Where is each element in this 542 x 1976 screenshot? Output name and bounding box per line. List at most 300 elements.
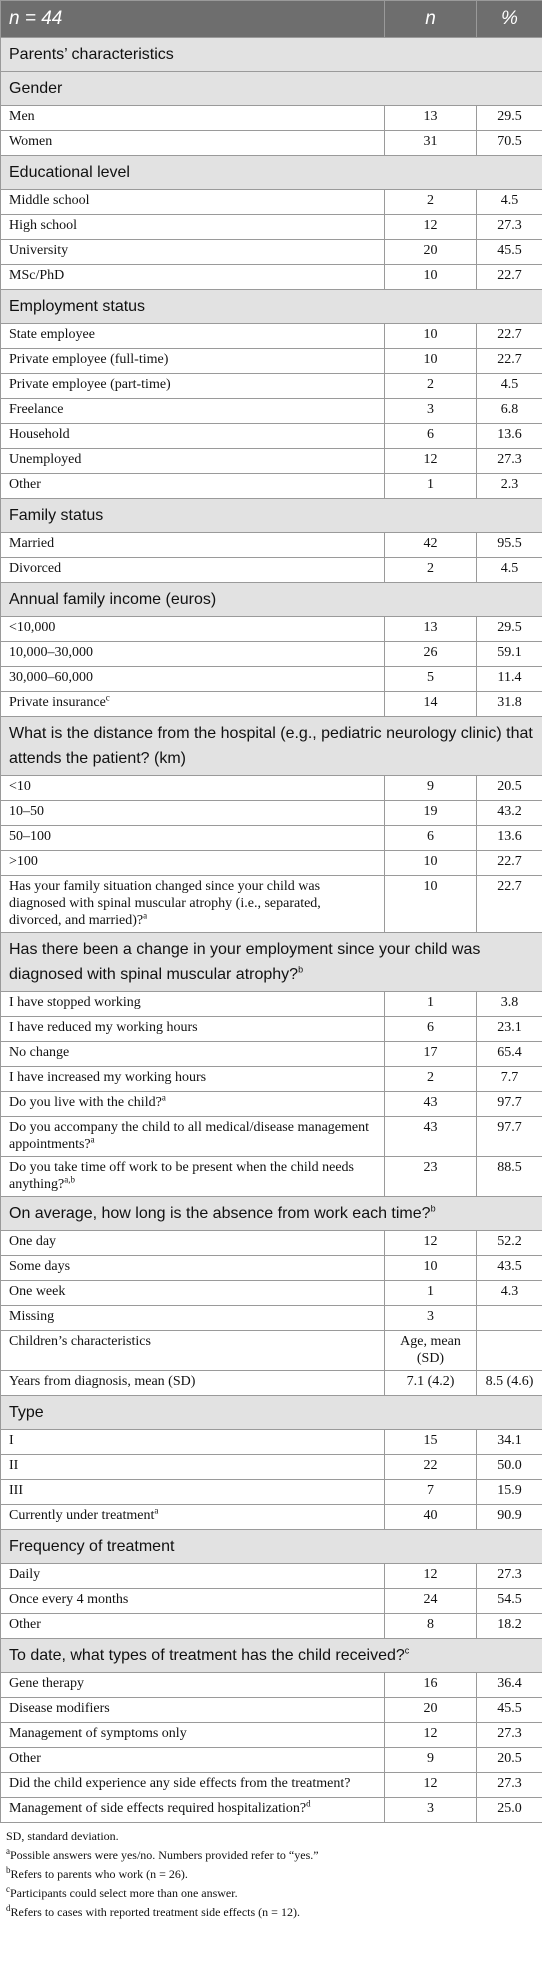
row-label	[1, 1798, 385, 1823]
count-cell: 14	[385, 692, 477, 717]
percent-cell: 7.7	[477, 1067, 542, 1092]
row-label	[1, 215, 385, 240]
row-label	[1, 106, 385, 131]
table-row	[1, 1256, 542, 1281]
row-label	[1, 399, 385, 424]
count-cell: 20	[385, 240, 477, 265]
count-cell: 6	[385, 1017, 477, 1042]
footnote-marker: a,b	[64, 1174, 75, 1185]
row-label	[1, 240, 385, 265]
row-label-text: MSc/PhD	[9, 268, 65, 283]
count-cell: 40	[385, 1505, 477, 1530]
count-cell: 15	[385, 1430, 477, 1455]
row-label	[1, 1157, 385, 1197]
count-cell: 12	[385, 1231, 477, 1256]
percent-cell: 11.4	[477, 667, 542, 692]
count-cell: 19	[385, 801, 477, 826]
footnote	[6, 1884, 536, 1903]
row-label	[1, 617, 385, 642]
footnote-letter: b	[6, 1865, 11, 1875]
row-label-text: Some days	[9, 1259, 71, 1274]
section-title	[1, 1639, 542, 1673]
percent-cell: 34.1	[477, 1430, 542, 1455]
count-cell: 24	[385, 1589, 477, 1614]
percent-cell: 45.5	[477, 240, 542, 265]
row-label	[1, 1564, 385, 1589]
table-row	[1, 215, 542, 240]
row-label	[1, 533, 385, 558]
table-row	[1, 692, 542, 717]
row-label	[1, 1092, 385, 1117]
row-label	[1, 190, 385, 215]
section-header-row	[1, 290, 542, 324]
row-label-text: Management of side effects required hospitalization?	[9, 1801, 307, 1816]
table-row	[1, 1092, 542, 1117]
percent-cell: 6.8	[477, 399, 542, 424]
header-sample-size: n = 44	[1, 1, 385, 38]
row-label	[1, 1589, 385, 1614]
table-row	[1, 1773, 542, 1798]
count-cell: 3	[385, 1798, 477, 1823]
section-title	[1, 1197, 542, 1231]
row-label-text: Private employee (full-time)	[9, 352, 169, 367]
row-label-text: 50–100	[9, 829, 51, 844]
percent-cell: 27.3	[477, 215, 542, 240]
count-cell: 5	[385, 667, 477, 692]
count-cell: 2	[385, 558, 477, 583]
row-label-text: I have stopped working	[9, 995, 141, 1010]
count-cell: 43	[385, 1117, 477, 1157]
table-row	[1, 1067, 542, 1092]
section-title-text: Educational level	[9, 164, 130, 181]
row-label-text: Gene therapy	[9, 1676, 85, 1691]
row-label	[1, 374, 385, 399]
percent-cell: 43.2	[477, 801, 542, 826]
table-row	[1, 1331, 542, 1371]
table-row	[1, 533, 542, 558]
percent-cell: 13.6	[477, 826, 542, 851]
table-row	[1, 1723, 542, 1748]
count-cell: 10	[385, 851, 477, 876]
count-cell: 20	[385, 1698, 477, 1723]
row-label-text: Years from diagnosis, mean (SD)	[9, 1374, 196, 1389]
table-row	[1, 801, 542, 826]
table-row	[1, 1017, 542, 1042]
row-label-text: Daily	[9, 1567, 41, 1582]
percent-cell: 70.5	[477, 131, 542, 156]
count-cell: 1	[385, 1281, 477, 1306]
table-row	[1, 1281, 542, 1306]
row-label	[1, 265, 385, 290]
row-label-text: Other	[9, 1617, 41, 1632]
row-label-text: State employee	[9, 327, 95, 342]
table-row	[1, 240, 542, 265]
row-label-text: Other	[9, 477, 41, 492]
section-header-row	[1, 72, 542, 106]
row-label	[1, 1117, 385, 1157]
count-cell: 10	[385, 349, 477, 374]
footnote-marker: d	[306, 1798, 311, 1809]
table-row	[1, 1157, 542, 1197]
section-title-text: What is the distance from the hospital (e.g., pediatric neurology clinic) that attends the patient? (km)	[9, 725, 533, 767]
row-label	[1, 324, 385, 349]
row-label-text: I	[9, 1433, 14, 1448]
footnote	[6, 1846, 536, 1865]
percent-cell: 25.0	[477, 1798, 542, 1823]
row-label-text: 30,000–60,000	[9, 670, 93, 685]
section-title	[1, 156, 542, 190]
percent-cell: 23.1	[477, 1017, 542, 1042]
section-header-row	[1, 717, 542, 776]
row-label	[1, 1067, 385, 1092]
row-label-text: >100	[9, 854, 38, 869]
percent-cell: 95.5	[477, 533, 542, 558]
footnote-marker: a	[143, 910, 148, 921]
count-cell: 8	[385, 1614, 477, 1639]
count-cell: 2	[385, 1067, 477, 1092]
row-label-text: Has your family situation changed since your child was diagnosed with spinal muscular atrophy (i.e., separated, divorced, and married)?	[9, 879, 321, 928]
count-cell: 1	[385, 474, 477, 499]
table-row	[1, 992, 542, 1017]
count-cell: 2	[385, 190, 477, 215]
row-label-text: Women	[9, 134, 53, 149]
percent-cell: 29.5	[477, 617, 542, 642]
footnote-marker: b	[298, 964, 304, 975]
count-cell: 22	[385, 1455, 477, 1480]
count-cell: 10	[385, 265, 477, 290]
percent-cell: 22.7	[477, 324, 542, 349]
footnote-marker: c	[404, 1645, 410, 1656]
section-title	[1, 1530, 542, 1564]
section-header-row	[1, 1639, 542, 1673]
section-title	[1, 933, 542, 992]
row-label	[1, 992, 385, 1017]
table-row	[1, 449, 542, 474]
count-cell: 12	[385, 1773, 477, 1798]
row-label	[1, 1773, 385, 1798]
percent-cell: 4.5	[477, 558, 542, 583]
row-label-text: <10	[9, 779, 31, 794]
row-label-text: One week	[9, 1284, 66, 1299]
percent-cell: 36.4	[477, 1673, 542, 1698]
section-title-text: Employment status	[9, 298, 146, 315]
footnote-text: Participants could select more than one answer.	[10, 1886, 238, 1900]
count-cell: 6	[385, 826, 477, 851]
table-row	[1, 1480, 542, 1505]
row-label	[1, 1455, 385, 1480]
row-label-text: High school	[9, 218, 78, 233]
count-cell: 10	[385, 876, 477, 933]
section-title-text: Family status	[9, 507, 104, 524]
percent-cell: 27.3	[477, 449, 542, 474]
percent-cell: 22.7	[477, 876, 542, 933]
footnote	[6, 1827, 536, 1846]
percent-cell: 54.5	[477, 1589, 542, 1614]
row-label-text: Do you accompany the child to all medical/disease management appointments?	[9, 1120, 369, 1152]
table-row	[1, 826, 542, 851]
section-header-row	[1, 1530, 542, 1564]
count-cell: 17	[385, 1042, 477, 1067]
percent-cell	[477, 1331, 542, 1371]
table-row	[1, 558, 542, 583]
section-title	[1, 72, 542, 106]
table-row	[1, 474, 542, 499]
footnote-text: Refers to parents who work (n = 26).	[10, 1867, 188, 1881]
section-title-text: Frequency of treatment	[9, 1538, 175, 1555]
count-cell: Age, mean (SD)	[385, 1331, 477, 1371]
count-cell: 31	[385, 131, 477, 156]
row-label	[1, 692, 385, 717]
row-label	[1, 642, 385, 667]
row-label	[1, 349, 385, 374]
table-row	[1, 106, 542, 131]
percent-cell: 4.5	[477, 190, 542, 215]
percent-cell: 20.5	[477, 776, 542, 801]
section-title-text: Parents’ characteristics	[9, 46, 174, 63]
row-label	[1, 667, 385, 692]
section-title-text: To date, what types of treatment has the child received?	[9, 1647, 405, 1664]
footnote-letter: a	[6, 1846, 10, 1856]
row-label	[1, 1371, 385, 1396]
count-cell: 9	[385, 776, 477, 801]
section-title	[1, 290, 542, 324]
count-cell: 42	[385, 533, 477, 558]
table-row	[1, 851, 542, 876]
table-row	[1, 1231, 542, 1256]
count-cell: 23	[385, 1157, 477, 1197]
table-row	[1, 1798, 542, 1823]
row-label	[1, 1430, 385, 1455]
percent-cell: 8.5 (4.6)	[477, 1371, 542, 1396]
footnote-text: SD, standard deviation.	[6, 1829, 119, 1843]
percent-cell: 15.9	[477, 1480, 542, 1505]
row-label	[1, 1231, 385, 1256]
footnote	[6, 1865, 536, 1884]
table-row	[1, 131, 542, 156]
section-title	[1, 499, 542, 533]
table-row	[1, 265, 542, 290]
percent-cell: 31.8	[477, 692, 542, 717]
row-label	[1, 1042, 385, 1067]
table-row	[1, 424, 542, 449]
section-title-text: Annual family income (euros)	[9, 591, 217, 608]
row-label-text: Management of symptoms only	[9, 1726, 187, 1741]
footnote-marker: b	[430, 1203, 436, 1214]
section-header-row	[1, 583, 542, 617]
count-cell: 6	[385, 424, 477, 449]
table-row	[1, 1589, 542, 1614]
percent-cell: 4.3	[477, 1281, 542, 1306]
row-label-text: Other	[9, 1751, 41, 1766]
row-label-text: Once every 4 months	[9, 1592, 129, 1607]
footnote-text: Refers to cases with reported treatment side effects (n = 12).	[10, 1905, 300, 1919]
row-label-text: 10–50	[9, 804, 44, 819]
row-label	[1, 1748, 385, 1773]
percent-cell: 65.4	[477, 1042, 542, 1067]
row-label	[1, 1673, 385, 1698]
table-footnotes	[0, 1823, 542, 1922]
section-header-row	[1, 499, 542, 533]
count-cell: 13	[385, 106, 477, 131]
row-label-text: III	[9, 1483, 23, 1498]
row-label-text: Missing	[9, 1309, 55, 1324]
footnote-marker: a	[154, 1505, 159, 1516]
row-label-text: Married	[9, 536, 55, 551]
row-label-text: Children’s characteristics	[9, 1334, 151, 1349]
table-row	[1, 876, 542, 933]
row-label	[1, 131, 385, 156]
footnote-letter: c	[6, 1884, 10, 1894]
percent-cell: 88.5	[477, 1157, 542, 1197]
percent-cell: 13.6	[477, 424, 542, 449]
table-body	[1, 38, 542, 1823]
table-row	[1, 1117, 542, 1157]
row-label	[1, 801, 385, 826]
row-label-text: Men	[9, 109, 35, 124]
table-row	[1, 1673, 542, 1698]
row-label-text: Do you live with the child?	[9, 1095, 162, 1110]
table-row	[1, 1564, 542, 1589]
percent-cell: 22.7	[477, 265, 542, 290]
table-row	[1, 1748, 542, 1773]
percent-cell: 97.7	[477, 1092, 542, 1117]
section-header-row	[1, 1197, 542, 1231]
row-label	[1, 1306, 385, 1331]
row-label-text: Unemployed	[9, 452, 82, 467]
footnote	[6, 1903, 536, 1922]
section-title	[1, 1396, 542, 1430]
percent-cell: 59.1	[477, 642, 542, 667]
percent-cell: 29.5	[477, 106, 542, 131]
row-label-text: I have reduced my working hours	[9, 1020, 198, 1035]
table-row	[1, 776, 542, 801]
section-header-row	[1, 1396, 542, 1430]
table-row	[1, 1505, 542, 1530]
percent-cell: 27.3	[477, 1723, 542, 1748]
row-label-text: I have increased my working hours	[9, 1070, 207, 1085]
percent-cell: 22.7	[477, 851, 542, 876]
row-label	[1, 1614, 385, 1639]
row-label	[1, 1017, 385, 1042]
percent-cell: 22.7	[477, 349, 542, 374]
percent-cell: 4.5	[477, 374, 542, 399]
row-label	[1, 851, 385, 876]
row-label	[1, 474, 385, 499]
table-row	[1, 349, 542, 374]
header-n: n	[385, 1, 477, 38]
percent-cell: 3.8	[477, 992, 542, 1017]
count-cell: 3	[385, 399, 477, 424]
percent-cell: 43.5	[477, 1256, 542, 1281]
row-label-text: <10,000	[9, 620, 56, 635]
count-cell: 13	[385, 617, 477, 642]
row-label	[1, 1480, 385, 1505]
table-row	[1, 399, 542, 424]
row-label-text: Freelance	[9, 402, 64, 417]
count-cell: 12	[385, 1564, 477, 1589]
count-cell: 16	[385, 1673, 477, 1698]
section-title-text: Type	[9, 1404, 44, 1421]
count-cell: 12	[385, 449, 477, 474]
row-label-text: Currently under treatment	[9, 1508, 155, 1523]
row-label-text: Household	[9, 427, 70, 442]
table-row	[1, 1371, 542, 1396]
row-label-text: Disease modifiers	[9, 1701, 110, 1716]
count-cell: 1	[385, 992, 477, 1017]
percent-cell: 18.2	[477, 1614, 542, 1639]
percent-cell: 27.3	[477, 1564, 542, 1589]
footnote-marker: a	[90, 1134, 95, 1145]
row-label	[1, 1505, 385, 1530]
count-cell: 12	[385, 1723, 477, 1748]
table-row	[1, 190, 542, 215]
table-row	[1, 1042, 542, 1067]
percent-cell: 90.9	[477, 1505, 542, 1530]
section-title-text: Has there been a change in your employment since your child was diagnosed with spinal muscular atrophy?	[9, 941, 481, 983]
row-label	[1, 558, 385, 583]
row-label	[1, 1256, 385, 1281]
row-label-text: One day	[9, 1234, 57, 1249]
table-row	[1, 324, 542, 349]
count-cell: 10	[385, 324, 477, 349]
section-title-text: Gender	[9, 80, 63, 97]
section-header-row	[1, 38, 542, 72]
footnote-marker: a	[161, 1092, 166, 1103]
footnote-text: Possible answers were yes/no. Numbers provided refer to “yes.”	[10, 1848, 319, 1862]
header-percent: %	[477, 1, 542, 38]
count-cell: 12	[385, 215, 477, 240]
count-cell: 26	[385, 642, 477, 667]
table-row	[1, 1698, 542, 1723]
row-label	[1, 1723, 385, 1748]
section-title	[1, 583, 542, 617]
row-label-text: 10,000–30,000	[9, 645, 93, 660]
row-label	[1, 776, 385, 801]
table-row	[1, 1455, 542, 1480]
section-header-row	[1, 933, 542, 992]
row-label	[1, 1331, 385, 1371]
row-label-text: Private employee (part-time)	[9, 377, 171, 392]
count-cell: 3	[385, 1306, 477, 1331]
table-row	[1, 1614, 542, 1639]
count-cell: 2	[385, 374, 477, 399]
percent-cell: 27.3	[477, 1773, 542, 1798]
percent-cell: 2.3	[477, 474, 542, 499]
table-row	[1, 617, 542, 642]
row-label-text: Do you take time off work to be present when the child needs anything?	[9, 1160, 354, 1192]
footnote-letter: d	[6, 1903, 11, 1913]
percent-cell: 97.7	[477, 1117, 542, 1157]
section-title-text: On average, how long is the absence from work each time?	[9, 1205, 431, 1222]
row-label-text: University	[9, 243, 69, 258]
percent-cell: 52.2	[477, 1231, 542, 1256]
percent-cell: 45.5	[477, 1698, 542, 1723]
table-row	[1, 642, 542, 667]
count-cell: 10	[385, 1256, 477, 1281]
row-label	[1, 424, 385, 449]
footnote-marker: c	[105, 692, 110, 703]
row-label-text: Private insurance	[9, 695, 106, 710]
table-row	[1, 1430, 542, 1455]
row-label	[1, 876, 385, 933]
count-cell: 43	[385, 1092, 477, 1117]
count-cell: 7.1 (4.2)	[385, 1371, 477, 1396]
row-label-text: Did the child experience any side effects from the treatment?	[9, 1776, 351, 1791]
count-cell: 7	[385, 1480, 477, 1505]
percent-cell: 20.5	[477, 1748, 542, 1773]
percent-cell	[477, 1306, 542, 1331]
row-label	[1, 1281, 385, 1306]
